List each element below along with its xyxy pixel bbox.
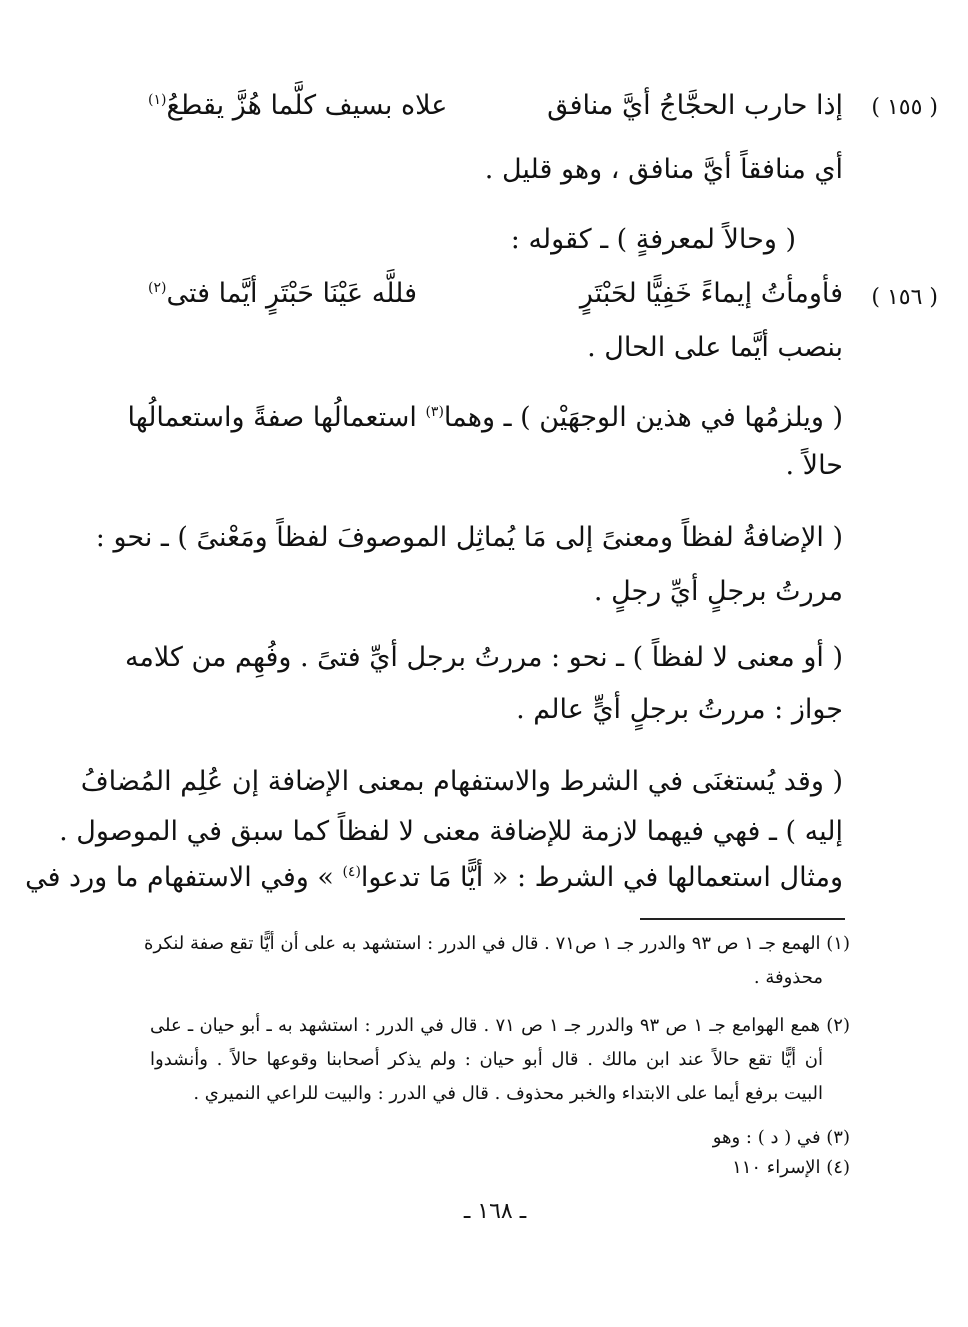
verse-number: ( ١٥٦ ) <box>871 285 938 310</box>
text-line: ( وقد يُستغنَى في الشرط والاستفهام بمعنى الإضافة إن عُلِم المُضافُ <box>80 766 843 797</box>
text-segment: ومثال استعمالها في الشرط : « أيًّا مَا تدعوا <box>360 862 843 893</box>
text-line <box>127 398 843 438</box>
text-line: ( أو معنى لا لفظاً ) ـ نحو : مررتُ برجل أيِّ فتىً . وفُهِم من كلامه <box>124 642 843 673</box>
text-segment: استعمالُها صفةً واستعمالُها <box>127 402 426 433</box>
text-line: مررتُ برجلٍ أيِّ رجلٍ . <box>593 576 843 607</box>
page-number: ـ ١٦٨ ـ <box>463 1199 527 1224</box>
text-line: ( الإضافةُ لفظاً ومعنىً إلى مَا يُماثِل الموصوفَ لفظاً ومَعْنىً ) ـ نحو : <box>95 522 843 553</box>
verse-number: ( ١٥٥ ) <box>871 95 938 120</box>
verse-hemistich-second <box>148 86 447 126</box>
hemistich-text: علاه بسيف كلَّما هُزَّ يقطعُ <box>166 90 448 121</box>
text-line: بنصب أيَّما على الحال . <box>587 332 843 363</box>
footnote-ref: (١) <box>148 92 167 108</box>
text-line: جواز : مررتُ برجلٍ أيٍّ عالم . <box>516 694 843 725</box>
text-line: ( وحالاً لمعرفةٍ ) ـ كقوله : <box>510 224 796 255</box>
text-segment: » وفي الاستفهام ما ورد في <box>25 862 343 893</box>
text-line <box>25 858 843 898</box>
footnote-line: البيت برفع أيما على الابتداء والخبر محذوف . قال في الدرر : والبيت للراعي النميري . <box>193 1083 823 1104</box>
footnote-ref: (٤) <box>342 864 361 880</box>
verse-hemistich-first: فأومأتُ إيماءً خَفِيًّا لحَبْتَرٍ <box>579 278 843 309</box>
footnote-line: أن أيًّا تقع حالاً عند ابن مالك . قال أبو حيان : ولم يذكر أصحابنا وقوعها حالاً . وأنشدوا <box>150 1049 823 1070</box>
footnote-ref: (٣) <box>425 404 444 420</box>
text-line: حالاً . <box>785 450 843 481</box>
footnote-line: (٢) همع الهوامع جـ ١ ص ٩٣ والدرر جـ ١ ص ٧١ . قال في الدرر : استشهد به ـ أبو حيان ـ على <box>150 1015 850 1036</box>
footnote-line: (١) الهمع جـ ١ ص ٩٣ والدرر جـ ١ ص٧١ . قال في الدرر : استشهد به على أن أيًّا تقع صفة لنكرة <box>144 933 850 954</box>
verse-hemistich-first: إذا حارب الحجَّاجُ أيَّ منافق <box>547 90 843 121</box>
footnote-line: (٣) في ( د ) : وهو <box>712 1127 850 1148</box>
footnote-line: (٤) الإسراء ١١٠ <box>732 1157 850 1178</box>
verse-hemistich-second <box>148 274 417 314</box>
text-line: إليه ) ـ فهي فيهما لازمة للإضافة معنى لا لفظاً كما سبق في الموصول . <box>59 816 843 847</box>
text-segment: ( ويلزمُها في هذين الوجهَيْن ) ـ وهما <box>443 402 843 433</box>
text-line: أي منافقاً أيَّ منافق ، وهو قليل . <box>484 154 843 185</box>
footnote-line: محذوفة . <box>753 967 823 988</box>
footnote-separator <box>640 918 845 920</box>
footnote-ref: (٢) <box>148 280 167 296</box>
hemistich-text: فللَّه عَيْنَا حَبْتَرٍ أيَّما فتى <box>166 278 417 309</box>
